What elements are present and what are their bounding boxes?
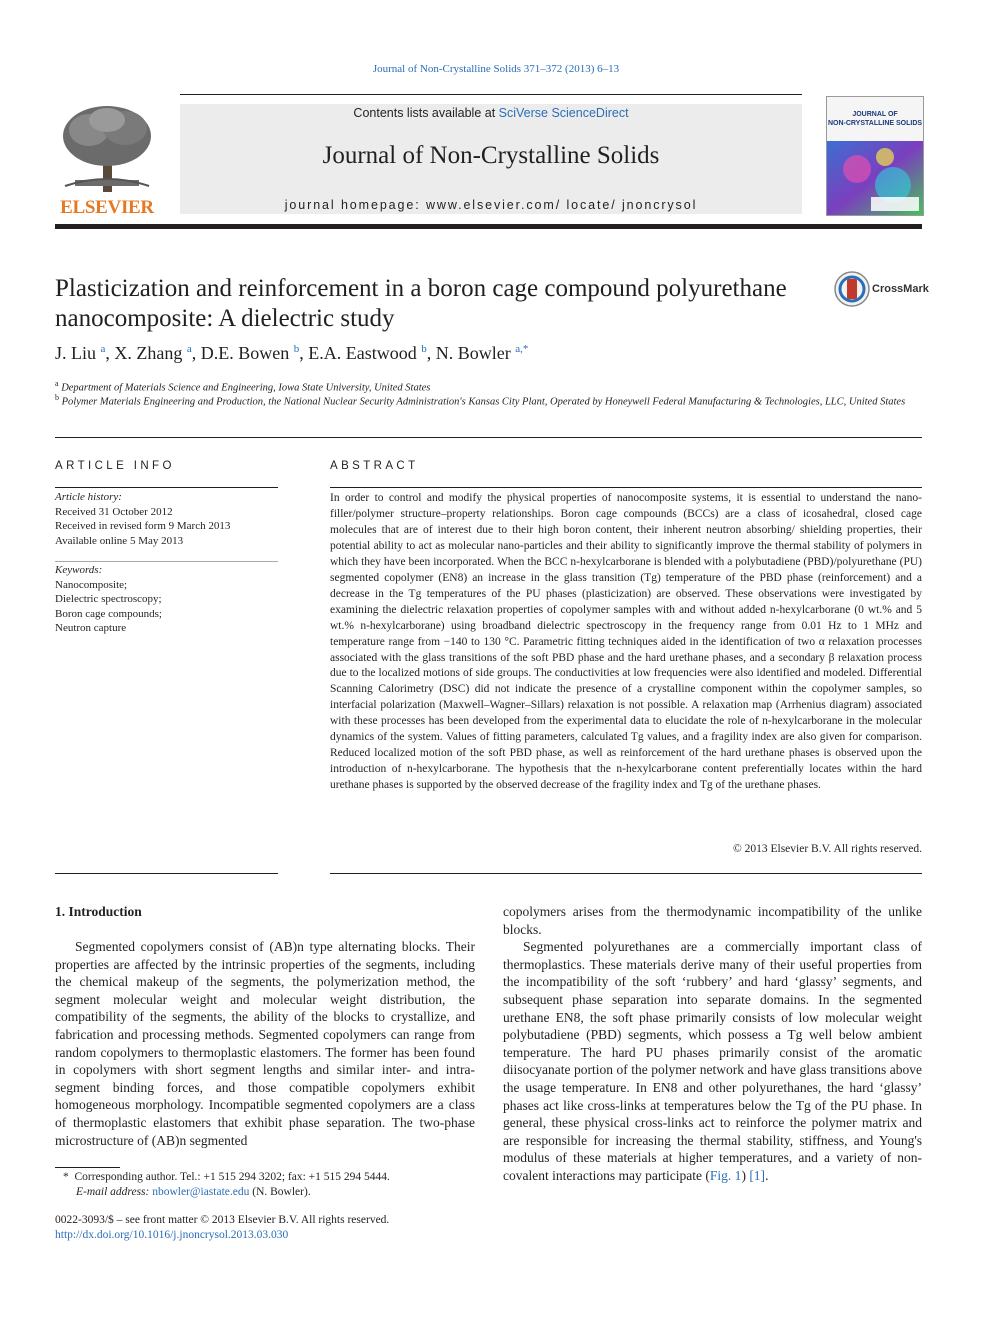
figure-1-reference-link[interactable]: Fig. 1 (709, 1167, 742, 1183)
corresponding-author-text: Corresponding author. Tel.: +1 515 294 3202; fax: +1 515 294 5444. (74, 1171, 390, 1183)
journal-cover-image (826, 96, 924, 216)
intro-paragraph-2: Segmented polyurethanes are a commercially important class of thermoplastics. These materials derive many of their useful properties from the incompatibility of the soft ‘rubbery’ and hard ‘glassy’ segments, and subsequent phase separation into separate domains. In the segmented urethane EN8, the soft phase primarily consists of low molecular weight polybutadiene (PBD) segments, which possess a Tg well below ambient temperature. The hard PU phases primarily consist of the aromatic diisocyanate portion of the polymer network and have glass transitions above the usage temperature. In EN8 and other polyurethanes, the hard ‘glassy’ phases act like cross-links at temperatures below the Tg of the PU phase. In general, these physical cross-links act to reinforce the polymer matrix and are responsible for increasing the thermal stability, stiffness, and Young's modulus of these materials at higher temperatures, and a variety of non-covalent interactions may participate (Fig. 1) [1]. (503, 939, 922, 1183)
homepage-prefix: journal homepage: (284, 198, 426, 212)
intro-paragraph-1: Segmented copolymers consist of (AB)n type alternating blocks. Their properties are affected by the intrinsic properties of the segments, including the chemical makeup of the segments, the polymerization method, the segment molecular weight and molecular weight distribution, the compatibility of the segments, the ability of the blocks to crystallize, and fabrication and processing methods. Segmented copolymers can range from random copolymers to thermoplastic elastomers. The former has been found in copolymers with short segment lengths and similar inter- and intra-segment binding forces, and those compatible copolymers exhibit homogeneous morphology. Incompatible segmented copolymers are a class of thermoplastic elastomers that exhibit phase separation. The two-phase microstructure of (AB)n segmented (55, 939, 475, 1148)
abstract-copyright: © 2013 Elsevier B.V. All rights reserved. (733, 843, 922, 855)
author-3-affiliation-mark[interactable]: b (293, 343, 300, 355)
intro-paragraph-2-text: Segmented polyurethanes are a commercially important class of thermoplastics. These materials derive many of their useful properties from the incompatibility of the soft ‘rubbery’ and hard ‘glassy’ segments, and subsequent phase separation into separate domains. In the segmented urethane EN8, the soft phase primarily consists of low molecular weight polybutadiene (PBD) segments, which possess a Tg well below ambient temperature. The hard PU phases primarily consist of the aromatic diisocyanate portion of the polymer network and have glass transitions above the usage temperature. In EN8 and other polyurethanes, the hard ‘glassy’ phases act like cross-links at temperatures below the Tg of the PU phase. In general, these physical cross-links act to reinforce the polymer matrix and are responsible for increasing the thermal stability, stiffness, and Young's modulus of these materials at higher temperatures, and a variety of non-covalent interactions may participate (503, 939, 922, 1183)
keywords-block (55, 563, 278, 636)
cover-title-line2: NON-CRYSTALLINE SOLIDS (827, 120, 923, 127)
abstract-text: In order to control and modify the physical properties of nanocomposite systems, it is essential to understand the nano-filler/polymer structure–property relationships. Boron cage compounds (BCCs) are a class of icosahedral, closed cage molecules that are of interest due to their high boron content, their inherent neutron absorbing/ shielding properties, their potential ability to act as molecular nano-particles and their ability to significantly improve the thermal stability of polymers in which they have been incorporated. When the BCC n-hexylcarborane is blended with a polybutadiene (PBD)/polyurethane (PU) segmented copolymer (EN8) an increase in the glass transition (Tg) temperature of the PBD phase (reinforcement) and a decrease in the Tg temperatures of the PU phases (plasticization) are observed. These observations were investigated by examining the dielectric relaxation properties of copolymer samples with and without added n-hexylcarborane (0 wt.% and 5 wt.% n-hexylcarborane) using broadband dielectric spectroscopy in the frequency range from 0.01 Hz to 1 MHz and temperature range from −140 to 130 °C. Parametric fitting techniques aided in the identification of two α relaxation processes associated with the glass transitions of the soft PBD phase and the hard urethane phases, and a secondary β relaxation process due to the localized motions of side groups. The conductivities at low frequencies were also identified and modeled. Differential Scanning Calorimetry (DSC) did not indicate the presence of a crystalline component within the copolymer samples, so interfacial polarization (Maxwell–Wagner–Sillars) relaxation is not possible. A relaxation map (Arrhenius diagram) associated with these processes has been developed from the experimental data to elucidate the role of n-hexylcarborane in the molecular dynamics of the system. Values of fitting parameters, calculated Tg values, and a fragility index are also given for comparison. Reduced localized motion of the soft PBD phase, as well as reinforcement of the hard urethane phases is observed upon the introduction of n-hexylcarborane. The hypothesis that the n-hexylcarborane content preferentially locates within the hard urethane phases is supported by the observed decrease of the fragility index and Tg of the urethane phases. (330, 492, 922, 792)
header-bottom-rule (55, 224, 922, 229)
author-1[interactable]: J. Liu (55, 343, 97, 363)
article-history (55, 490, 278, 548)
intro-paragraph-1-continued: copolymers arises from the thermodynamic incompatibility of the unlike blocks. (503, 904, 922, 937)
keyword-3: Boron cage compounds; (55, 607, 162, 620)
journal-homepage (180, 198, 802, 212)
keyword-2: Dielectric spectroscopy; (55, 593, 162, 605)
keyword-1: Nanocomposite; (55, 578, 128, 591)
author-1-affiliation-mark[interactable]: a (100, 343, 106, 355)
sciencedirect-link[interactable]: SciVerse ScienceDirect (498, 106, 629, 120)
email-link[interactable]: nbowler@iastate.edu (152, 1186, 250, 1199)
article-title: Plasticization and reinforcement in a boron cage compound polyurethane nanocomposite: A dielectric study (55, 275, 787, 332)
body-column-2 (503, 903, 922, 1185)
contents-prefix: Contents lists available at (353, 106, 499, 120)
affiliation-b-text: Polymer Materials Engineering and Production, the National Nuclear Security Administration's Kansas City Plant, Operated by Honeywell Federal Manufacturing & Technologies, LLC, United States (61, 396, 906, 408)
abstract-heading: ABSTRACT (330, 460, 419, 472)
crossmark-badge[interactable] (834, 271, 929, 309)
journal-title: Journal of Non-Crystalline Solids (322, 142, 660, 169)
article-info-bottom-rule (55, 873, 278, 874)
corresponding-author-line: * Corresponding author. Tel.: +1 515 294 3202; fax: +1 515 294 5444. (63, 1171, 390, 1183)
email-label: E-mail address: (76, 1186, 150, 1199)
history-online: Available online 5 May 2013 (55, 534, 184, 547)
author-list: J. Liu $^a$, X. Zhang $^a$, D.E. Bowen $^b$, E.A. Eastwood $^b$, N. Bowler $^{a,*}$ (55, 343, 529, 363)
citation-1-link[interactable]: [1] (749, 1167, 766, 1183)
affiliation-b (55, 390, 922, 410)
email-suffix: (N. Bowler). (252, 1186, 311, 1199)
header-top-rule (180, 94, 802, 95)
affiliation-a-text: Department of Materials Science and Engineering, Iowa State University, United States (61, 382, 431, 394)
author-2-affiliation-mark[interactable]: a (186, 343, 192, 355)
article-info-rule (55, 487, 278, 488)
email-line (55, 1185, 475, 1200)
author-5-affiliation-mark[interactable]: a,* (515, 343, 529, 355)
crossmark-label: CrossMark (872, 283, 929, 295)
history-revised: Received in revised form 9 March 2013 (55, 520, 231, 532)
article-history-label: Article history: (55, 491, 122, 503)
affiliation-divider (55, 437, 922, 438)
issn-line: 0022-3093/$ – see front matter © 2013 Elsevier B.V. All rights reserved. (55, 1214, 390, 1226)
keyword-4: Neutron capture (55, 622, 127, 634)
doi-link[interactable]: http://dx.doi.org/10.1016/j.jnoncrysol.2013.03.030 (55, 1229, 289, 1242)
contents-line (180, 106, 802, 120)
author-5[interactable]: N. Bowler (435, 343, 511, 363)
body-column-1 (55, 938, 475, 1149)
abstract-rule (330, 487, 922, 488)
homepage-url[interactable]: www.elsevier.com/ locate/ jnoncrysol (425, 198, 698, 212)
front-matter (55, 1213, 475, 1244)
keywords-rule (55, 561, 278, 562)
author-3[interactable]: D.E. Bowen (200, 343, 290, 363)
section-heading-introduction: 1. Introduction (55, 904, 142, 919)
author-4[interactable]: E.A. Eastwood (308, 343, 417, 363)
author-2[interactable]: X. Zhang (114, 343, 183, 363)
abstract-bottom-rule (330, 873, 922, 874)
history-received: Received 31 October 2012 (55, 505, 173, 518)
corresponding-author-footnote (55, 1170, 475, 1201)
article-info-heading: ARTICLE INFO (55, 460, 175, 472)
affiliation-a-mark: a (55, 379, 59, 388)
author-4-affiliation-mark[interactable]: b (421, 343, 427, 355)
crossmark-icon (834, 271, 870, 307)
affiliation-b-mark: b (55, 393, 59, 402)
elsevier-wordmark: ELSEVIER (60, 197, 154, 218)
journal-reference-link[interactable]: Journal of Non-Crystalline Solids 371–372 (2013) 6–13 (372, 63, 620, 75)
keywords-label: Keywords: (55, 564, 103, 576)
cover-title-line1: JOURNAL OF (852, 111, 898, 118)
footnote-rule (55, 1167, 120, 1168)
